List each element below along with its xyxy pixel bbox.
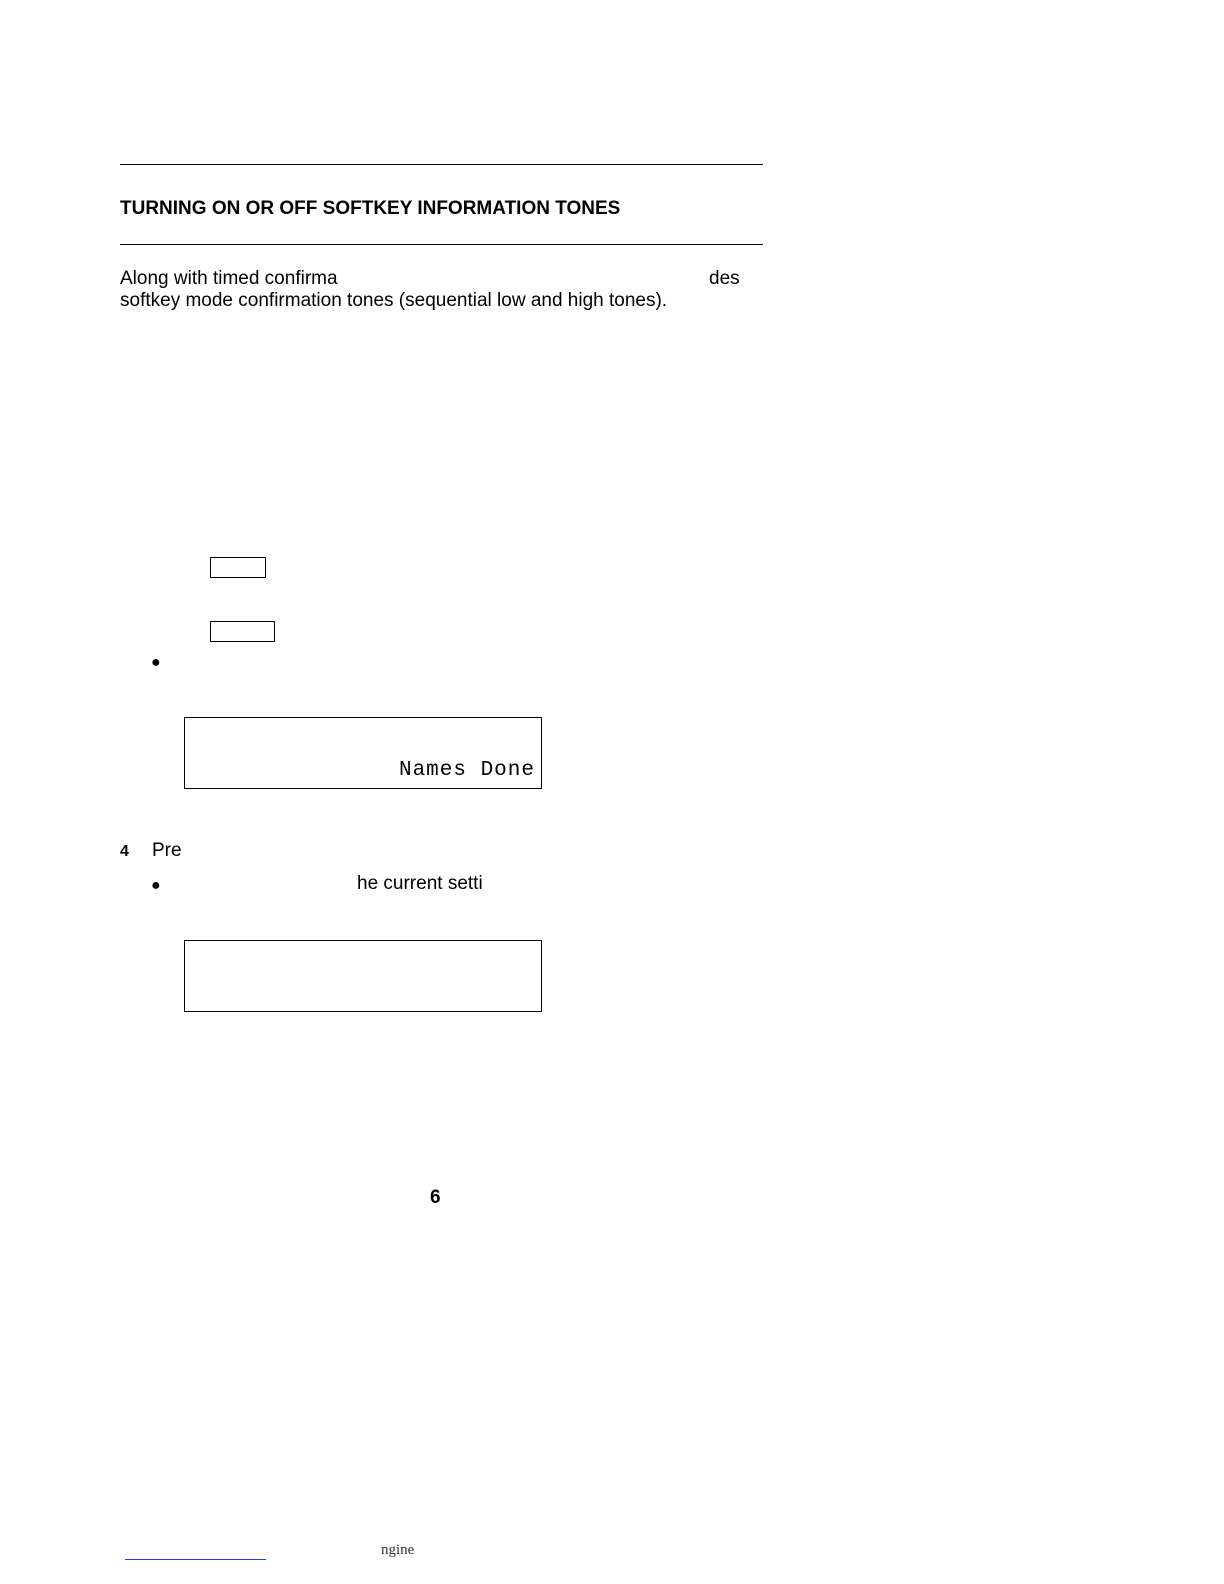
display-screen-2 — [184, 940, 542, 1012]
key-box-1 — [210, 557, 266, 578]
page-number: 6 — [430, 1187, 441, 1208]
step-4-text: Pre — [152, 840, 182, 861]
section-heading: TURNING ON OR OFF SOFTKEY INFORMATION TONES — [120, 198, 621, 219]
heading-rule — [120, 244, 763, 245]
footer-link-underline — [125, 1559, 266, 1560]
key-box-2 — [210, 621, 275, 642]
step-4-bullet-text: he current setti — [357, 873, 483, 894]
footer-text: ngine — [381, 1542, 415, 1558]
intro-line-1-right: des — [709, 268, 740, 289]
display-screen-1 — [184, 717, 542, 789]
top-rule — [120, 164, 763, 165]
display-1-softkeys: Names Done — [398, 759, 535, 782]
bullet-icon: ● — [151, 877, 161, 894]
intro-line-1-left: Along with timed confirma — [120, 268, 338, 289]
intro-line-2: softkey mode confirmation tones (sequential low and high tones). — [120, 290, 668, 311]
step-number: 4 — [120, 843, 129, 860]
bullet-icon: ● — [151, 654, 161, 671]
